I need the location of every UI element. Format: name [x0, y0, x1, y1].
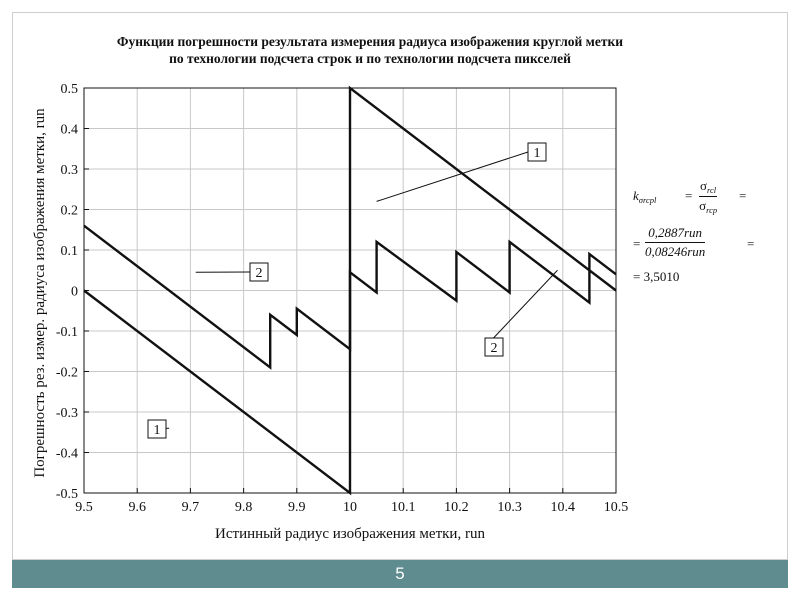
- callout-label: 2: [490, 341, 498, 356]
- y-tick-label: -0.4: [55, 446, 78, 462]
- chart-title-line-2: по технологии подсчета строк и по технологии подсчета пикселей: [169, 51, 571, 66]
- formula-eq-1: =: [685, 188, 693, 203]
- x-tick-label: 9.6: [128, 500, 146, 515]
- y-tick-label: -0.3: [55, 406, 78, 421]
- formula-denominator: 0,08246run: [645, 244, 706, 259]
- x-tick-label: 10.5: [603, 500, 629, 515]
- y-tick-label: 0.2: [60, 203, 78, 219]
- x-tick-label: 9.7: [181, 500, 200, 515]
- x-tick-label: 9.5: [75, 500, 93, 515]
- x-tick-label: 9.9: [288, 500, 306, 515]
- y-axis-label: Погрешность рез. измер. радиуса изображения метки, run: [32, 108, 48, 478]
- x-tick-label: 9.8: [234, 500, 253, 515]
- callout-leader: [377, 152, 528, 201]
- y-tick-label: -0.1: [55, 325, 78, 340]
- formula-result: = 3,5010: [633, 269, 680, 284]
- formula-value-fraction: [645, 225, 705, 260]
- callout-label: 1: [153, 423, 161, 438]
- formula-eq-4: =: [747, 236, 755, 251]
- callout-label: 2: [255, 266, 263, 281]
- y-tick-label: 0.3: [60, 163, 78, 178]
- chart-title-line-1: Функции погрешности результата измерения радиуса изображения круглой метки: [116, 34, 624, 49]
- y-tick-label: 0: [71, 284, 78, 300]
- formula-eq-3: =: [633, 236, 641, 251]
- formula-numerator: 0,2887run: [645, 225, 705, 243]
- formula-eq-2: =: [739, 188, 747, 203]
- page-number: 5: [395, 564, 405, 583]
- footer-bar: [12, 560, 788, 588]
- formula-k: $k_{\sigma rcpl}$: [633, 188, 657, 205]
- y-tick-label: 0.5: [60, 82, 78, 97]
- formula-sigma-fraction: $\sigma_{rcl}$ $\sigma_{rcp}$: [699, 178, 718, 215]
- y-tick-label: 0.1: [60, 244, 78, 259]
- callout-label: 1: [533, 146, 541, 161]
- x-tick-label: 10: [343, 500, 357, 515]
- x-tick-label: 10.2: [444, 500, 469, 515]
- x-tick-label: 10.4: [550, 500, 576, 515]
- y-tick-label: 0.4: [60, 122, 78, 138]
- x-axis-label: Истинный радиус изображения метки, run: [215, 526, 485, 542]
- x-tick-label: 10.1: [390, 500, 416, 515]
- y-tick-label: -0.5: [55, 487, 78, 502]
- x-tick-label: 10.3: [497, 500, 522, 515]
- y-tick-label: -0.2: [55, 365, 78, 381]
